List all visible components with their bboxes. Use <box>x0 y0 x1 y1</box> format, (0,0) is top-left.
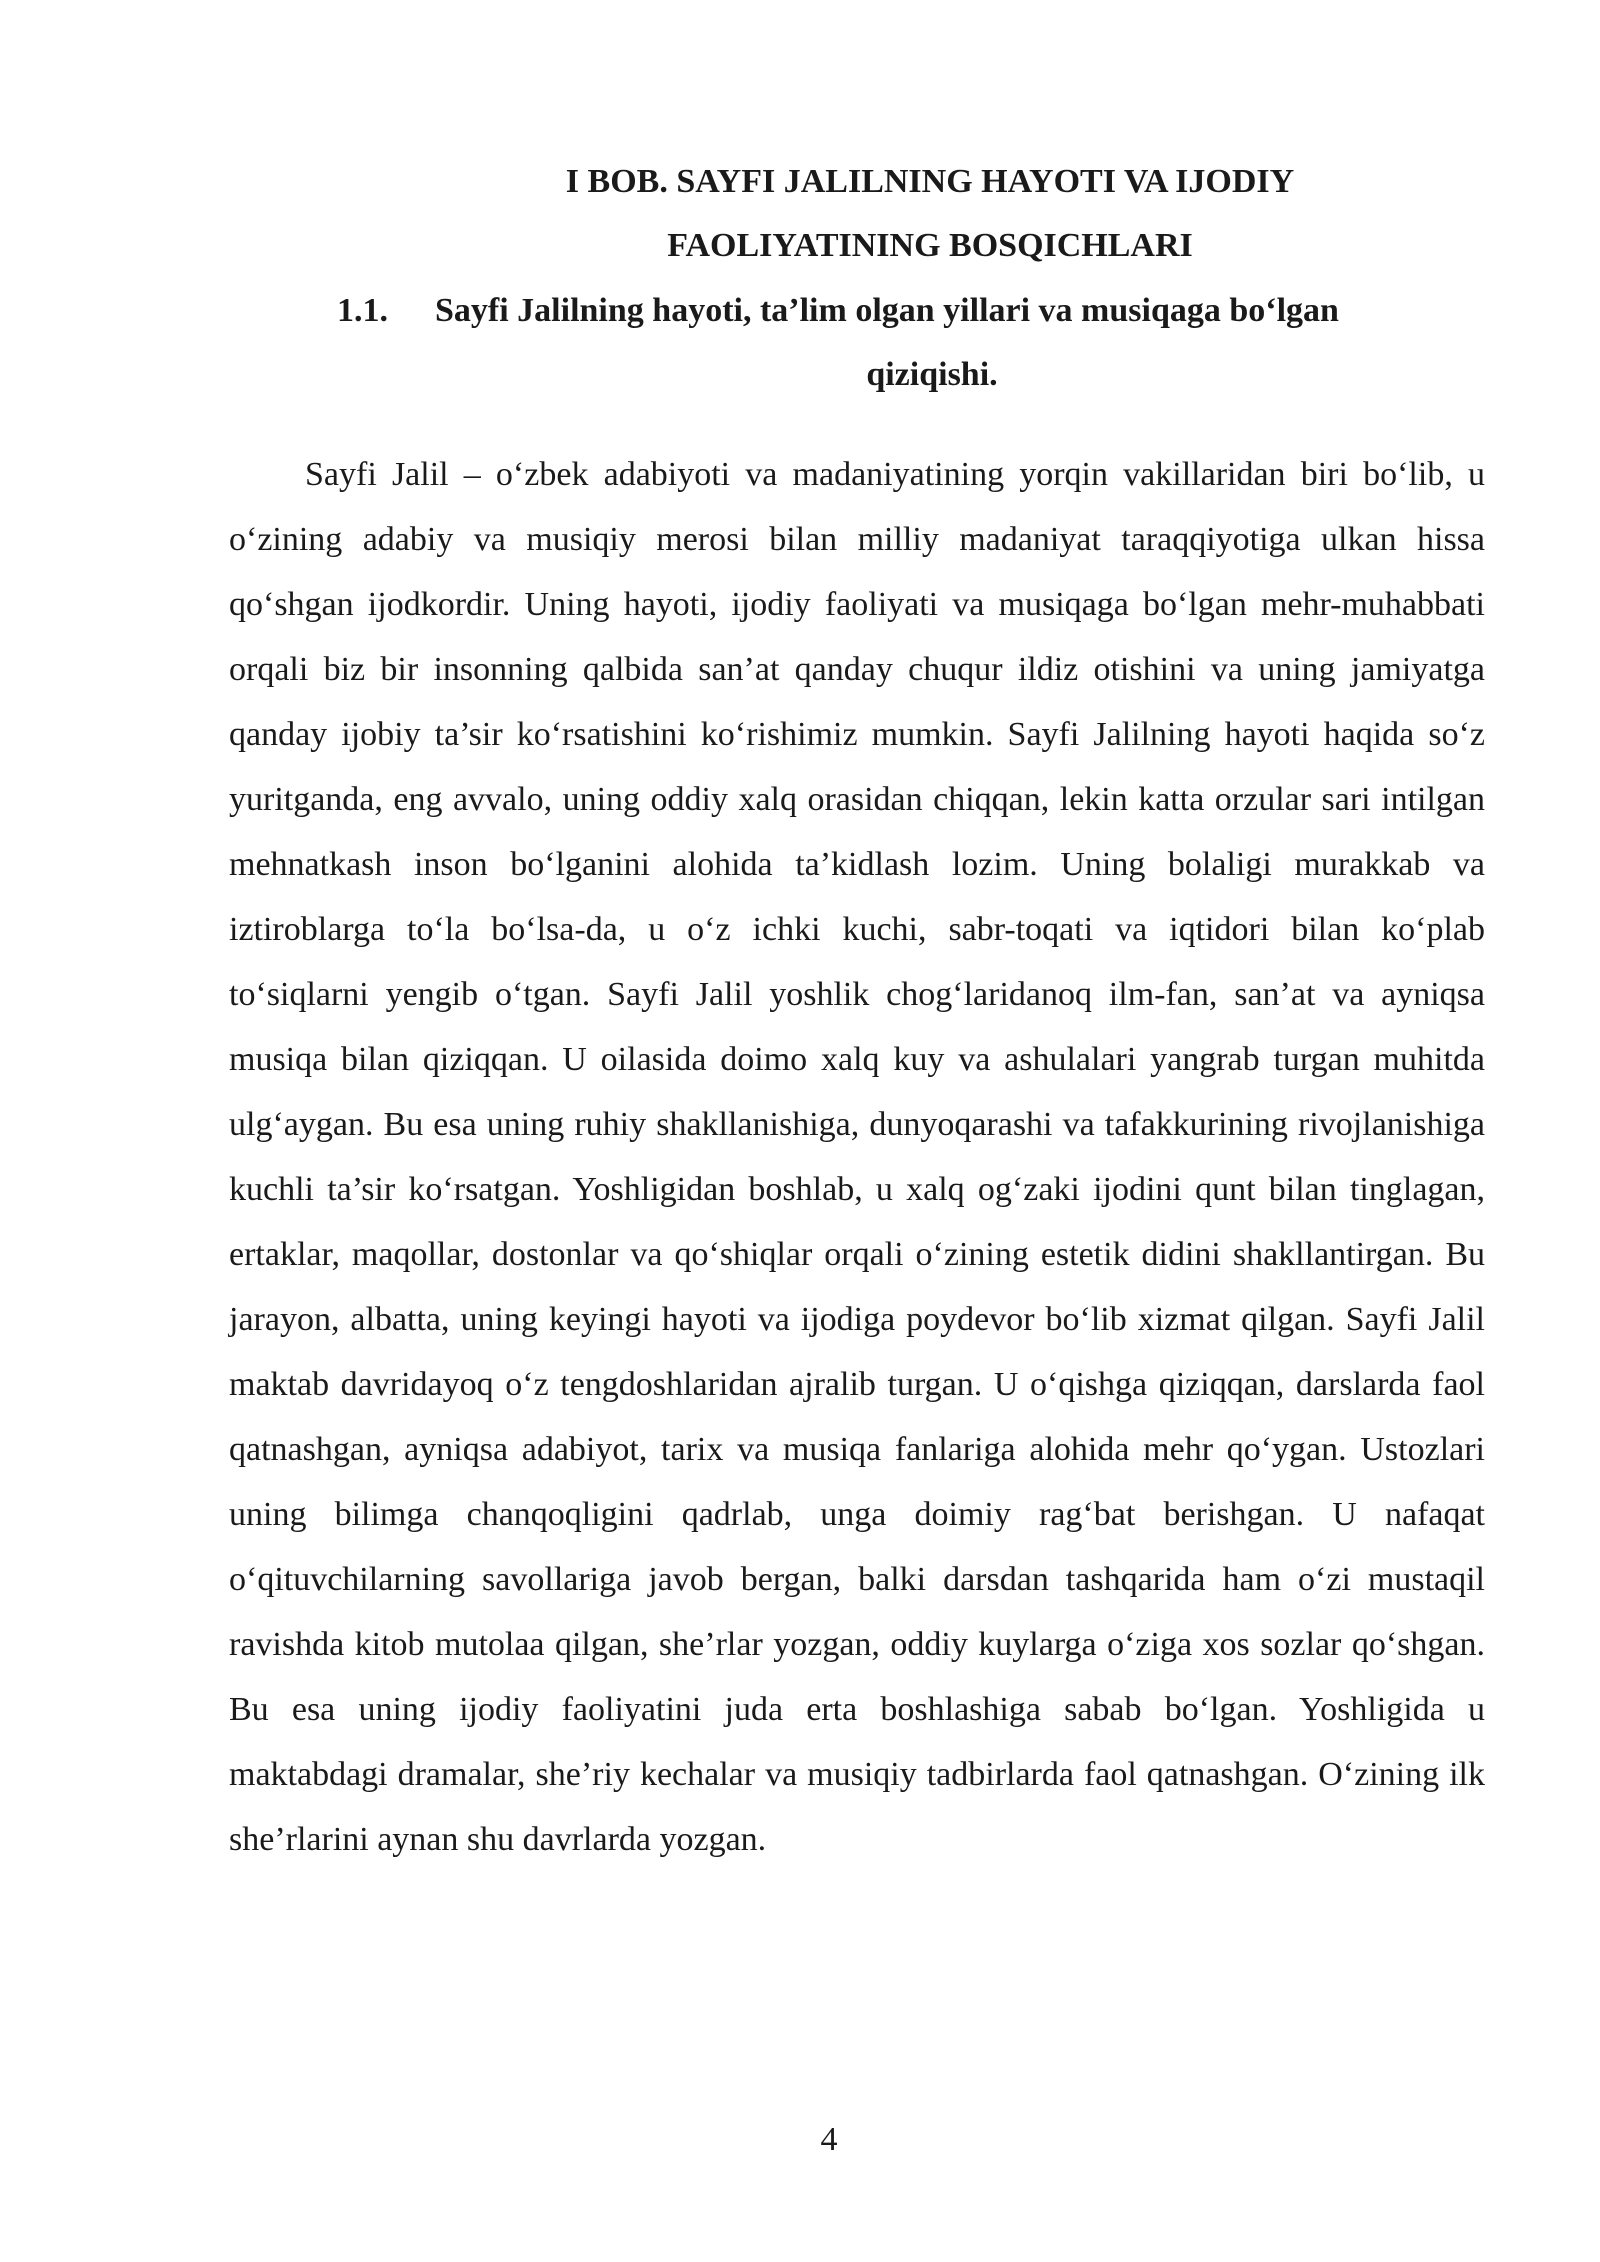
chapter-title-line-2: FAOLIYATINING BOSQICHLARI <box>667 227 1193 264</box>
chapter-title-line-1: I BOB. SAYFI JALILNING HAYOTI VA IJODIY <box>565 163 1295 200</box>
section-number: 1.1. <box>337 292 388 329</box>
body-paragraph: Sayfi Jalil – o‘zbek adabiyoti va madaniyatining yorqin vakillaridan biri bo‘lib, u o‘zining adabiy va musiqiy merosi bilan milliy madaniyat taraqqiyotiga ulkan hissa qo‘shgan ijodkordir. Uning hayoti, ijodiy faoliyati va musiqaga bo‘lgan mehr-muhabbati orqali biz bir insonning qalbida san’at qanday chuqur ildiz otishini va uning jamiyatga qanday ijobiy ta’sir ko‘rsatishini ko‘rishimiz mumkin. Sayfi Jalilning hayoti haqida so‘z yuritganda, eng avvalo, uning oddiy xalq orasidan chiqqan, lekin katta orzular sari intilgan mehnatkash inson bo‘lganini alohida ta’kidlash lozim. Uning bolaligi murakkab va iztiroblarga to‘la bo‘lsa-da, u o‘z ichki kuchi, sabr-toqati va iqtidori bilan ko‘plab to‘siqlarni yengib o‘tgan. Sayfi Jalil yoshlik chog‘laridanoq ilm-fan, san’at va ayniqsa musiqa bilan qiziqqan. U oilasida doimo xalq kuy va ashulalari yangrab turgan muhitda ulg‘aygan. Bu esa uning ruhiy shakllanishiga, dunyoqarashi va tafakkurining rivojlanishiga kuchli ta’sir ko‘rsatgan. Yoshligidan boshlab, u xalq og‘zaki ijodini qunt bilan tinglagan, ertaklar, maqollar, dostonlar va qo‘shiqlar orqali o‘zining estetik didini shakllantirgan. Bu jarayon, albatta, uning keyingi hayoti va ijodiga poydevor bo‘lib xizmat qilgan. Sayfi Jalil maktab davridayoq o‘z tengdoshlaridan ajralib turgan. U o‘qishga qiziqqan, darslarda faol qatnashgan, ayniqsa adabiyot, tarix va musiqa fanlariga alohida mehr qo‘ygan. Ustozlari uning bilimga chanqoqligini qadrlab, unga doimiy rag‘bat berishgan. U nafaqat o‘qituvchilarning savollariga javob bergan, balki darsdan tashqarida ham o‘zi mustaqil ravishda kitob mutolaa qilgan, she’rlar yozgan, oddiy kuylarga o‘ziga xos sozlar qo‘shgan. Bu esa uning ijodiy faoliyatini juda erta boshlashiga sabab bo‘lgan. Yoshligida u maktabdagi dramalar, she’riy kechalar va musiqiy tadbirlarda faol qatnashgan. O‘zining ilk she’rlarini aynan shu davrlarda yozgan. <box>229 456 1485 1858</box>
page-number: 4 <box>820 2121 838 2158</box>
section-title-line-2-wrapper <box>337 343 1447 407</box>
section-title-line-1: Sayfi Jalilning hayoti, ta’lim olgan yillari va musiqaga bo‘lgan <box>435 292 1339 329</box>
section-title-line-2: qiziqishi. <box>866 356 998 393</box>
